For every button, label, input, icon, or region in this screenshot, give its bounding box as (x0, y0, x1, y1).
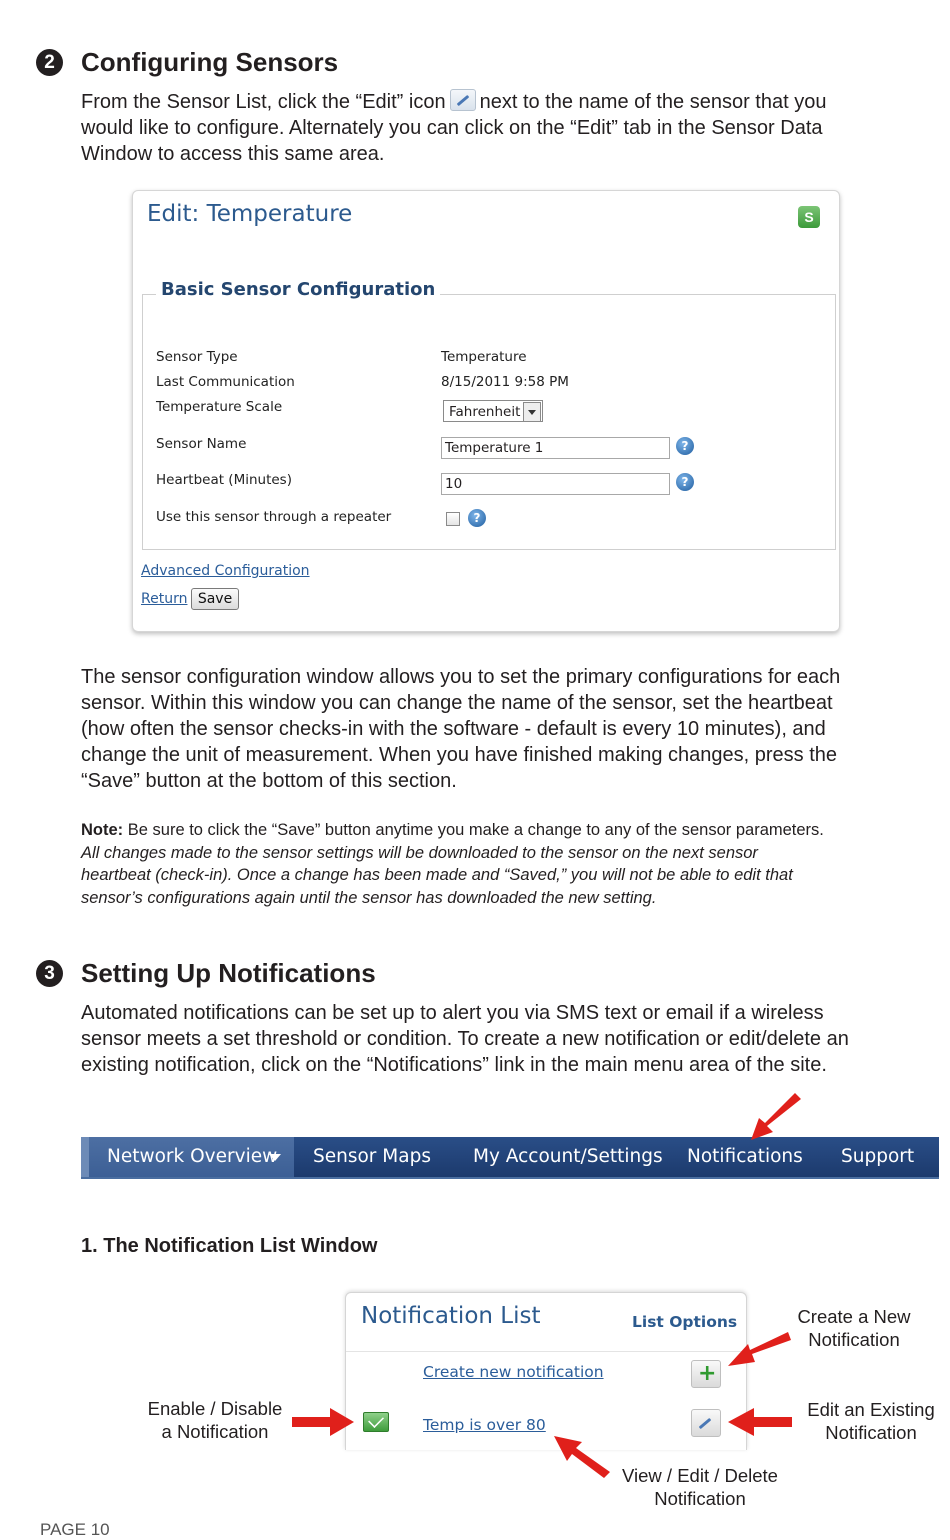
last-communication-label: Last Communication (156, 374, 295, 390)
sensor-type-label: Sensor Type (156, 349, 238, 365)
notification-list-subheading: 1. The Notification List Window (81, 1235, 378, 1257)
note-line: heartbeat (check-in). Once a change has been made and “Saved,” you will not be able to edit that (81, 866, 793, 884)
pencil-icon (699, 1418, 712, 1429)
fieldset-legend: Basic Sensor Configuration (156, 279, 440, 300)
sensor-name-label: Sensor Name (156, 436, 247, 452)
page-number: PAGE 10 (40, 1520, 110, 1539)
callout-line: View / Edit / Delete (622, 1465, 778, 1486)
repeater-help-icon[interactable]: ? (468, 509, 486, 527)
callout-view-edit-delete (612, 1464, 788, 1510)
refresh-icon[interactable]: S (798, 206, 820, 228)
heartbeat-label: Heartbeat (Minutes) (156, 472, 292, 488)
red-arrow-icon (745, 1090, 805, 1146)
intro-text-after-icon: next to the name of the sensor that you (479, 91, 827, 113)
nav-item-notifications[interactable]: Notifications (687, 1146, 803, 1167)
callout-line: a Notification (161, 1421, 269, 1442)
step-number-3: 3 (36, 960, 63, 987)
description-line: “Save” button at the bottom of this section. (81, 770, 457, 792)
nav-item-support[interactable]: Support (841, 1146, 915, 1167)
edit-sensor-panel (132, 190, 840, 632)
create-new-notification-link[interactable]: Create new notification (423, 1363, 604, 1381)
intro-text-before-icon: From the Sensor List, click the “Edit” icon (81, 91, 446, 113)
callout-line: Create a New (797, 1306, 911, 1327)
envelope-toggle-icon[interactable] (363, 1412, 389, 1432)
intro-line-2: would like to configure. Alternately you can click on the “Edit” tab in the Sensor Data (81, 117, 823, 139)
callout-line: Edit an Existing (807, 1399, 935, 1420)
callout-line: Notification (654, 1488, 746, 1509)
section-heading-setting-up-notifications: Setting Up Notifications (81, 958, 376, 988)
callout-line: Enable / Disable (147, 1398, 283, 1419)
note-line: sensor’s configurations again until the sensor has downloaded the new setting. (81, 888, 657, 907)
notification-list-panel (345, 1292, 747, 1450)
heartbeat-help-icon[interactable]: ? (676, 473, 694, 491)
divider (346, 1351, 746, 1352)
list-options-link[interactable]: List Options (632, 1313, 738, 1331)
sensor-type-value: Temperature (441, 349, 527, 365)
note-line: All changes made to the sensor settings will be downloaded to the sensor on the next sensor (81, 843, 758, 862)
section3-line: Automated notifications can be set up to alert you via SMS text or email if a wireless (81, 1002, 824, 1024)
temperature-scale-label: Temperature Scale (156, 399, 283, 415)
save-button[interactable]: Save (191, 588, 239, 610)
nav-item-network-overview[interactable]: Network Overview (107, 1146, 278, 1167)
red-arrow-icon (726, 1328, 792, 1370)
chevron-down-icon[interactable] (269, 1154, 281, 1161)
description-line: sensor. Within this window you can change the name of the sensor, set the heartbeat (81, 692, 833, 714)
callout-edit-existing (800, 1398, 942, 1444)
description-line: (how often the sensor checks-in with the software - default is every 10 minutes), and (81, 718, 826, 740)
notification-list-title: Notification List (361, 1303, 541, 1329)
section3-intro (81, 1000, 931, 1078)
sensor-name-help-icon[interactable]: ? (676, 437, 694, 455)
section3-line: existing notification, click on the “Notifications” link in the main menu area of the site. (81, 1054, 827, 1076)
configuration-description (81, 664, 931, 794)
dropdown-arrow-icon (523, 402, 541, 422)
section2-intro (81, 89, 921, 167)
temperature-scale-select[interactable] (443, 400, 543, 422)
callout-line: Notification (825, 1422, 917, 1443)
temperature-scale-value: Fahrenheit (449, 404, 521, 420)
section3-line: sensor meets a set threshold or condition. To create a new notification or edit/delete an (81, 1028, 849, 1050)
note-line: Be sure to click the “Save” button anytime you make a change to any of the sensor parameters. (127, 821, 824, 839)
main-menu-bar (81, 1137, 939, 1179)
heartbeat-input[interactable]: 10 (441, 473, 670, 495)
red-arrow-icon (552, 1432, 614, 1478)
return-link[interactable]: Return (141, 591, 188, 607)
step-number-2: 2 (36, 49, 63, 76)
section-heading-configuring-sensors: Configuring Sensors (81, 47, 339, 77)
description-line: The sensor configuration window allows you to set the primary configurations for each (81, 666, 841, 688)
nav-item-my-account-settings[interactable]: My Account/Settings (473, 1146, 663, 1167)
callout-create-new (790, 1305, 918, 1351)
nav-item-sensor-maps[interactable]: Sensor Maps (313, 1146, 431, 1167)
callout-line: Notification (808, 1329, 900, 1350)
description-line: change the unit of measurement. When you have finished making changes, press the (81, 744, 838, 766)
last-communication-value: 8/15/2011 9:58 PM (441, 374, 569, 390)
note-label: Note: (81, 821, 124, 839)
edit-notification-button[interactable] (691, 1409, 721, 1437)
edit-pencil-icon (450, 89, 476, 111)
notification-item-link[interactable]: Temp is over 80 (423, 1416, 546, 1434)
red-arrow-icon (726, 1404, 794, 1440)
repeater-checkbox[interactable] (446, 512, 460, 526)
callout-enable-disable (140, 1397, 290, 1443)
add-notification-button[interactable] (691, 1360, 721, 1388)
advanced-configuration-link[interactable]: Advanced Configuration (141, 563, 310, 579)
plus-icon: + (698, 1361, 717, 1386)
red-arrow-icon (290, 1404, 356, 1440)
intro-line-3: Window to access this same area. (81, 143, 385, 165)
sensor-name-input[interactable]: Temperature 1 (441, 437, 670, 459)
repeater-label: Use this sensor through a repeater (156, 509, 392, 525)
panel-title: Edit: Temperature (147, 201, 353, 227)
note-block (81, 819, 931, 909)
